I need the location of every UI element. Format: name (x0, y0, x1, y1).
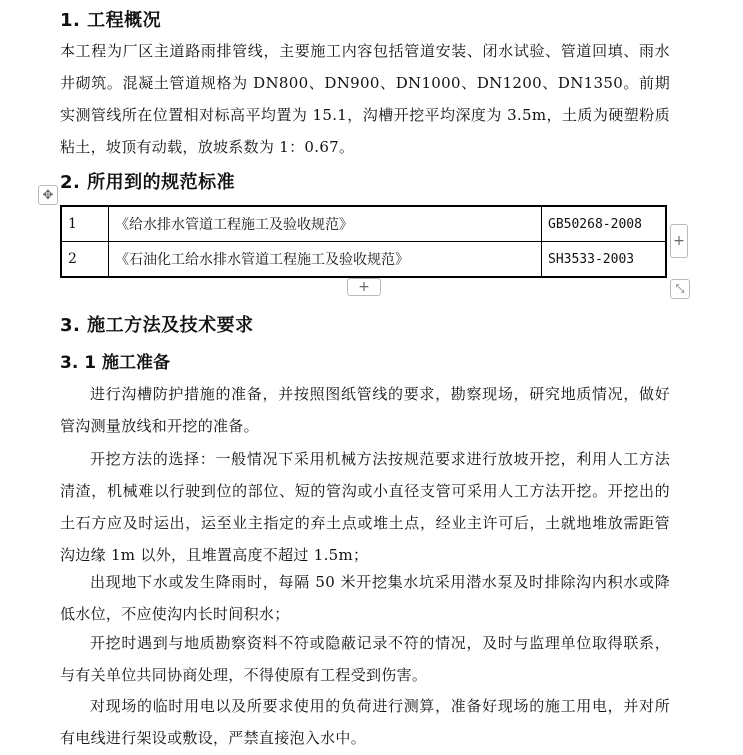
section-3-1-title: 3. 1 施工准备 (60, 353, 170, 373)
table-resize-icon[interactable]: ⤡ (670, 279, 690, 299)
table-cell-no[interactable]: 2 (61, 242, 109, 278)
table-cell-name[interactable]: 《给水排水管道工程施工及验收规范》 (109, 206, 542, 242)
table-cell-code[interactable]: GB50268-2008 (542, 206, 667, 242)
table-row (61, 206, 666, 242)
table-row (61, 242, 666, 278)
table-move-icon[interactable]: ✥ (38, 185, 58, 205)
paragraph-1: 进行沟槽防护措施的准备，并按照图纸管线的要求，勘察现场，研究地质情况，做好管沟测量放线和开挖的准备。 (60, 385, 670, 435)
section-3-title: 3. 施工方法及技术要求 (60, 315, 254, 336)
add-row-button[interactable]: + (347, 278, 381, 296)
table-cell-code[interactable]: SH3533-2003 (542, 242, 667, 278)
paragraph-2: 开挖方法的选择：一般情况下采用机械方法按规范要求进行放坡开挖，利用人工方法清渣，机械难以行驶到位的部位、短的管沟或小直径支管可采用人工方法开挖。开挖出的土石方应及时运出，运至业主指定的弃土点或堆土点，经业主许可后，土就地堆放需距管沟边缘 1m 以外，且堆置高度不超过 1.5m； (60, 450, 670, 564)
section-2-title: 2. 所用到的规范标准 (60, 172, 236, 193)
paragraph-4: 开挖时遇到与地质勘察资料不符或隐蔽记录不符的情况，及时与监理单位取得联系，与有关单位共同协商处理，不得使原有工程受到伤害。 (60, 634, 670, 684)
table-cell-no[interactable]: 1 (61, 206, 109, 242)
table-cell-name[interactable]: 《石油化工给水排水管道工程施工及验收规范》 (109, 242, 542, 278)
section-1-title: 1. 工程概况 (60, 10, 162, 31)
paragraph-3: 出现地下水或发生降雨时，每隔 50 米开挖集水坑采用潜水泵及时排除沟内积水或降低水位，不应使沟内长时间积水； (60, 573, 670, 623)
paragraph-5: 对现场的临时用电以及所要求使用的负荷进行测算，准备好现场的施工用电，并对所有电线进行架设或敷设，严禁直接泡入水中。 (60, 697, 670, 747)
standards-table (60, 205, 667, 278)
add-column-button[interactable]: + (670, 224, 688, 258)
section-1-body: 本工程为厂区主道路雨排管线，主要施工内容包括管道安装、闭水试验、管道回填、雨水井砌筑。混凝土管道规格为 DN800、DN900、DN1000、DN1200、DN1350。前期实测管线所在位置相对标高平均置为 15.1，沟槽开挖平均深度为 3.5m，土质为硬塑粉质粘土，坡顶有动载，放坡系数为 1：0.67。 (60, 42, 670, 156)
